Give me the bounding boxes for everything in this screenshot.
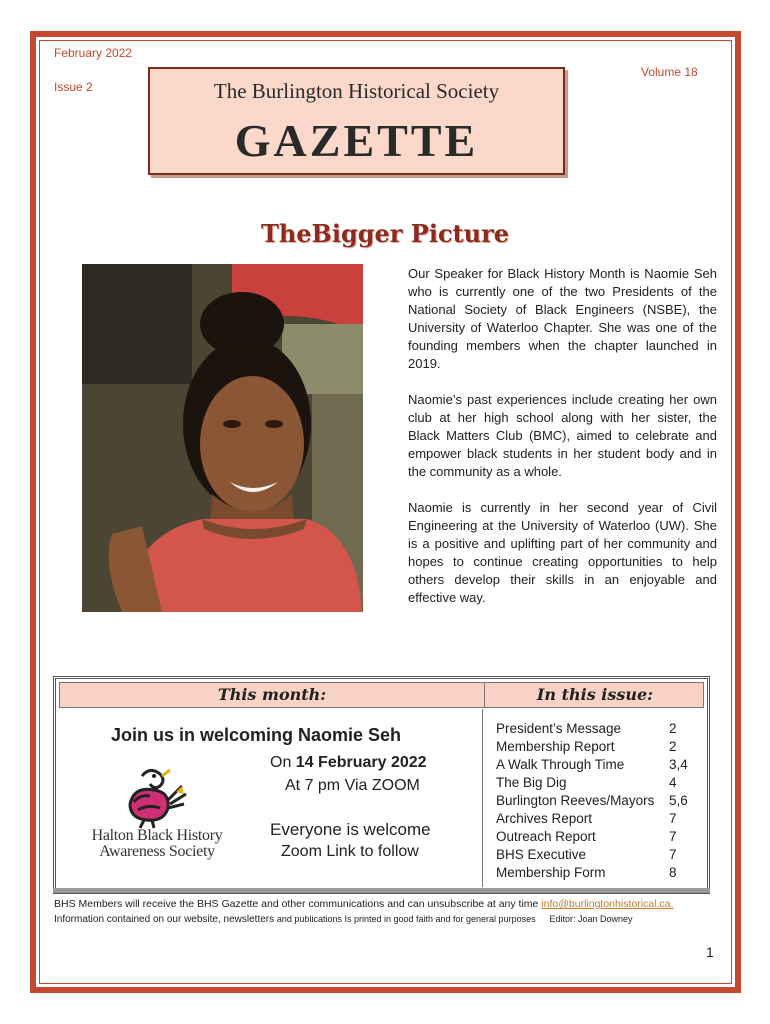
toc-page: 7 — [669, 829, 677, 844]
toc-page: 5,6 — [669, 793, 688, 808]
toc-row — [496, 738, 692, 756]
sankofa-bird-logo-icon — [120, 764, 190, 830]
this-month-heading: This month: — [217, 685, 327, 704]
toc-title: BHS Executive — [496, 847, 587, 862]
toc-title: A Walk Through Time — [496, 757, 625, 772]
society-name: The Burlington Historical Society — [213, 79, 500, 103]
footer-disclaimer — [54, 914, 633, 925]
invite-heading: Join us in welcoming Naomie Seh — [111, 725, 402, 745]
welcome-text: Everyone is welcome — [270, 820, 431, 839]
toc-row — [496, 720, 692, 738]
article-lead: Our Speaker for Black History Month is — [408, 266, 640, 281]
contact-email-link[interactable]: info@burlingtonhistorical.ca. — [541, 898, 674, 910]
toc-page: 2 — [669, 721, 677, 736]
toc-row — [496, 828, 692, 846]
speaker-photo — [82, 264, 363, 612]
event-date-prefix: On — [270, 754, 296, 771]
toc-title: Outreach Report — [496, 829, 596, 844]
event-box-header — [59, 682, 704, 708]
article-paragraph: Naomie is currently in her second year of Civil Engineering at the University of Waterloo (UW). She is a positive and uplifting part of her community and hopes to continue creating opportunities to help others develop their skills in an enjoyable and effective way. — [408, 500, 717, 605]
toc-page: 3,4 — [669, 757, 688, 772]
issue-date: February 2022 — [54, 46, 133, 60]
toc-page: 7 — [669, 811, 677, 826]
footer-divider — [53, 888, 710, 893]
issue-number: Issue 2 — [54, 80, 93, 94]
toc-page: 7 — [669, 847, 677, 862]
toc-row — [496, 846, 692, 864]
footer-text: Information contained on our website, newsletters — [54, 914, 277, 925]
toc-title: Archives Report — [496, 811, 593, 826]
table-of-contents — [496, 720, 692, 882]
toc-row — [496, 792, 692, 810]
toc-title: The Big Dig — [496, 775, 567, 790]
column-divider — [482, 709, 483, 887]
article-paragraph — [408, 265, 717, 373]
toc-title: President’s Message — [496, 721, 622, 736]
logo-line: Halton Black History — [91, 827, 223, 844]
toc-title: Membership Form — [496, 865, 606, 880]
in-this-issue-heading: In this issue: — [484, 683, 705, 707]
toc-title: Membership Report — [496, 739, 615, 754]
page-number: 1 — [706, 944, 714, 960]
article-paragraph: Naomie’s past experiences include creating her own club at her high school along with her sister, the Black Matters Club (BMC), aimed to celebrate and empower black students in her student body and in the community as a whole. — [408, 392, 717, 479]
toc-page: 4 — [669, 775, 677, 790]
article-headline: TheBigger Picture — [260, 219, 510, 248]
logo-line: Awareness Society — [99, 843, 215, 860]
volume-number: Volume 18 — [641, 65, 698, 79]
footer-text: and publications Is printed in good faith and for general purposes — [276, 914, 536, 924]
event-date — [270, 754, 427, 772]
toc-row — [496, 810, 692, 828]
newsletter-title: GAZETTE — [234, 115, 479, 166]
toc-page: 2 — [669, 739, 677, 754]
toc-row — [496, 774, 692, 792]
editor-credit: Editor: Joan Downey — [549, 914, 633, 924]
event-date-value: 14 February 2022 — [295, 754, 427, 771]
toc-row — [496, 756, 692, 774]
footer-text: BHS Members will receive the BHS Gazette and other communications and can unsubscribe at any time — [54, 898, 542, 910]
masthead — [148, 67, 565, 175]
toc-row — [496, 864, 692, 882]
footer-notice — [54, 898, 673, 910]
logo-organization-name — [84, 828, 230, 860]
article-body — [408, 265, 717, 625]
toc-page: 8 — [669, 865, 677, 880]
article-text: Naomie Seh who is currently one of the two Presidents of the National Society of Black Engineers (NSBE), the University of Waterloo Chapter. She was one of the founding members when the chapter launched in 2019. — [408, 266, 717, 371]
event-time: At 7 pm Via ZOOM — [285, 777, 420, 794]
toc-title: Burlington Reeves/Mayors — [496, 793, 655, 808]
zoom-link-note: Zoom Link to follow — [281, 843, 419, 860]
